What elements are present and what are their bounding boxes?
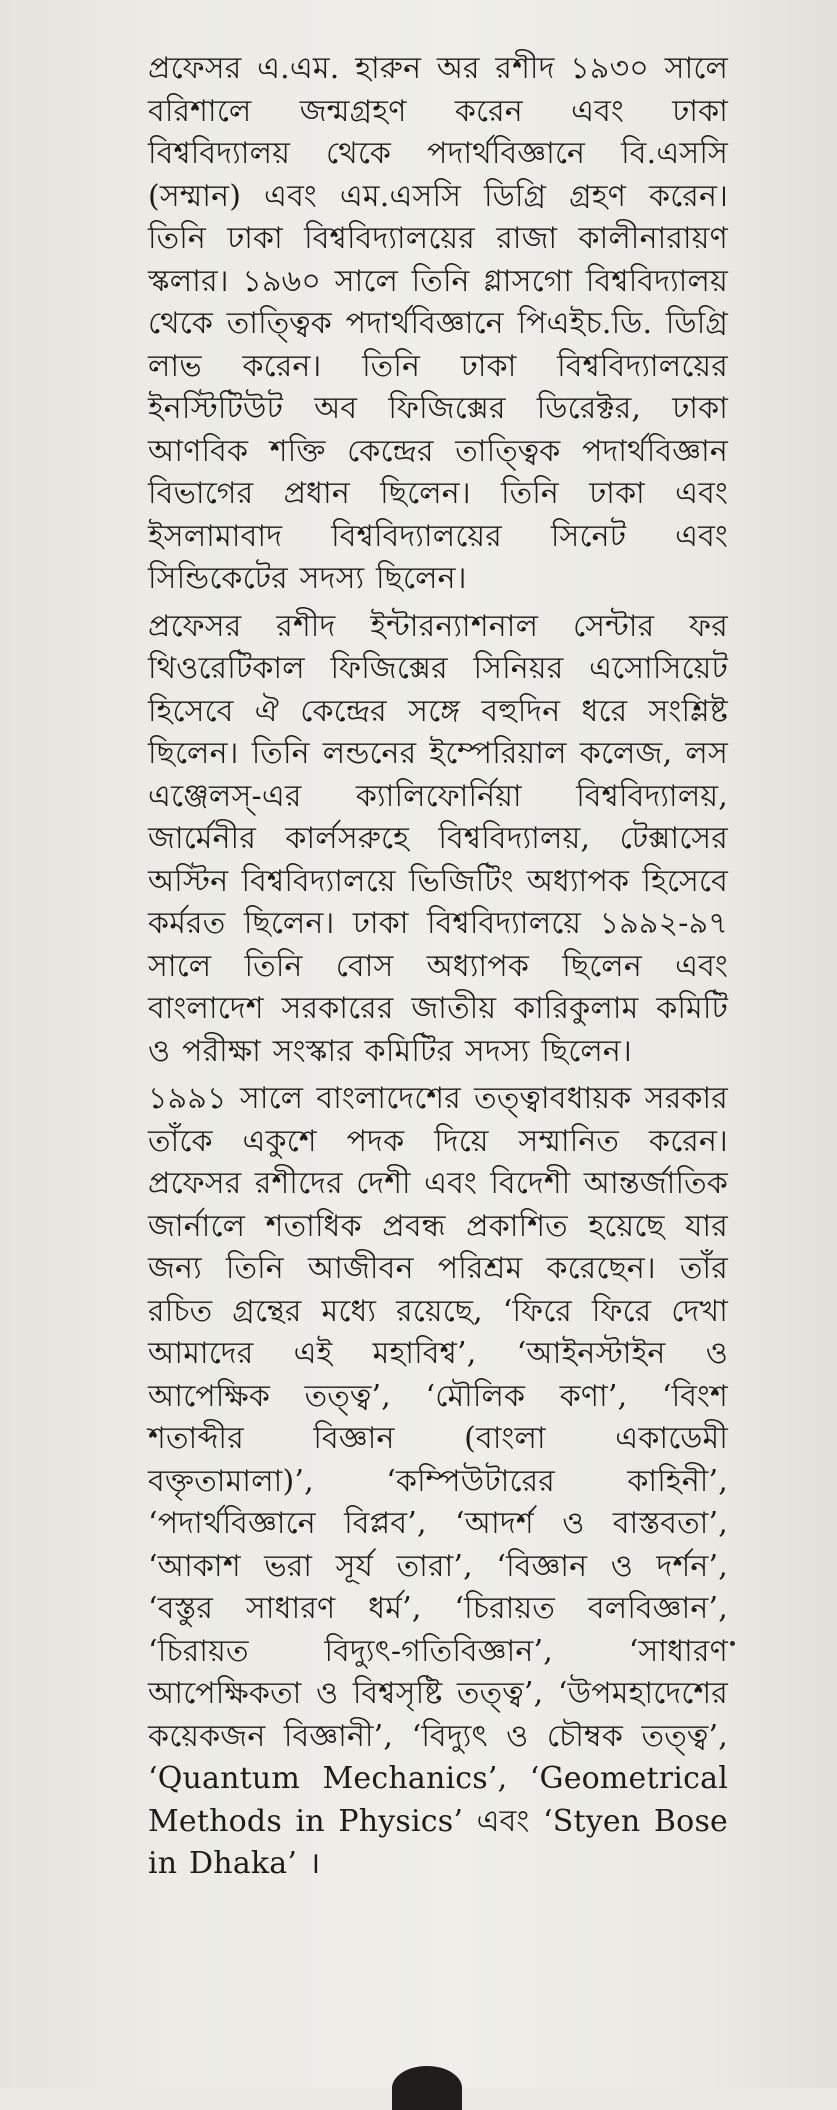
biography-paragraph-1: প্রফেসর এ.এম. হারুন অর রশীদ ১৯৩০ সালে বরিশালে জন্মগ্রহণ করেন এবং ঢাকা বিশ্ববিদ্যালয় থেকে পদার্থবিজ্ঞানে বি.এসসি (সম্মান) এবং এম.এসসি ডিগ্রি গ্রহণ করেন। তিনি ঢাকা বিশ্ববিদ্যালয়ের রাজা কালীনারায়ণ স্কলার। ১৯৬০ সালে তিনি গ্লাসগো বিশ্ববিদ্যালয় থেকে তাত্ত্বিক পদার্থবিজ্ঞানে পিএইচ.ডি. ডিগ্রি লাভ করেন। তিনি ঢাকা বিশ্ববিদ্যালয়ের ইনস্টিটিউট অব ফিজিক্সের ডিরেক্টর, ঢাকা আণবিক শক্তি কেন্দ্রের তাত্ত্বিক পদার্থবিজ্ঞান বিভাগের প্রধান ছিলেন। তিনি ঢাকা এবং ইসলামাবাদ বিশ্ববিদ্যালয়ের সিনেট এবং সিন্ডিকেটের সদস্য ছিলেন। — [148, 51, 728, 596]
margin-dot-mark — [730, 1641, 735, 1646]
biography-paragraph-3: ১৯৯১ সালে বাংলাদেশের তত্ত্বাবধায়ক সরকার তাঁকে একুশে পদক দিয়ে সম্মানিত করেন। প্রফেসর রশীদের দেশী এবং বিদেশী আন্তর্জাতিক জার্নালে শতাধিক প্রবন্ধ প্রকাশিত হয়েছে যার জন্য তিনি আজীবন পরিশ্রম করেছেন। তাঁর রচিত গ্রন্থের মধ্যে রয়েছে, ‘ফিরে ফিরে দেখা আমাদের এই মহাবিশ্ব’, ‘আইনস্টাইন ও আপেক্ষিক তত্ত্ব’, ‘মৌলিক কণা’, ‘বিংশ শতাব্দীর বিজ্ঞান (বাংলা একাডেমী বক্তৃতামালা)’, ‘কম্পিউটারের কাহিনী’, ‘পদার্থবিজ্ঞানে বিপ্লব’, ‘আদর্শ ও বাস্তবতা’, ‘আকাশ ভরা সূর্য তারা’, ‘বিজ্ঞান ও দর্শন’, ‘বস্তুর সাধারণ ধর্ম’, ‘চিরায়ত বলবিজ্ঞান’, ‘চিরায়ত বিদ্যুৎ-গতিবিজ্ঞান’, ‘সাধারণ আপেক্ষিকতা ও বিশ্বসৃষ্টি তত্ত্ব’, ‘উপমহাদেশের কয়েকজন বিজ্ঞানী’, ‘বিদ্যুৎ ও চৌম্বক তত্ত্ব’, ‘Quantum Mechanics’, ‘Geometrical Methods in Physics’ এবং ‘Styen Bose in Dhaka’ । — [148, 1081, 728, 1881]
bottom-edge-mark — [392, 2066, 462, 2110]
biography-paragraph-2: প্রফেসর রশীদ ইন্টারন্যাশনাল সেন্টার ফর থিওরেটিকাল ফিজিক্সের সিনিয়র এসোসিয়েট হিসেবে ঐ কেন্দ্রের সঙ্গে বহুদিন ধরে সংশ্লিষ্ট ছিলেন। তিনি লন্ডনের ইম্পেরিয়াল কলেজ, লস এঞ্জেলস্-এর ক্যালিফোর্নিয়া বিশ্ববিদ্যালয়, জার্মেনীর কার্লসরুহে বিশ্ববিদ্যালয়, টেক্সাসের অস্টিন বিশ্ববিদ্যালয়ে ভিজিটিং অধ্যাপক হিসেবে কর্মরত ছিলেন। ঢাকা বিশ্ববিদ্যালয়ে ১৯৯২-৯৭ সালে তিনি বোস অধ্যাপক ছিলেন এবং বাংলাদেশ সরকারের জাতীয় কারিকুলাম কমিটি ও পরীক্ষা সংস্কার কমিটির সদস্য ছিলেন। — [148, 608, 728, 1069]
body-text-column — [148, 48, 728, 1886]
